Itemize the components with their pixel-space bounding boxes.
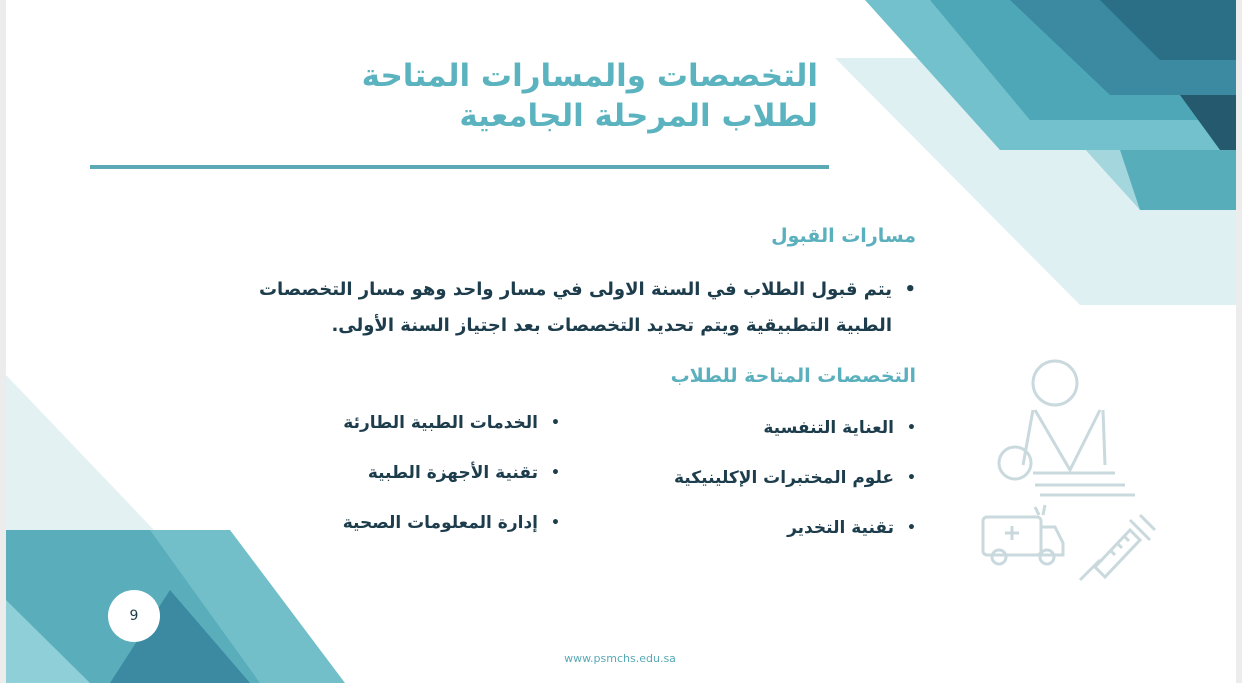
list-item: • إدارة المعلومات الصحية xyxy=(342,513,560,533)
majors-heading: التخصصات المتاحة للطلاب xyxy=(670,365,916,387)
bullet-dot: • xyxy=(904,279,916,300)
list-item: • تقنية الأجهزة الطبية xyxy=(367,463,560,483)
admission-text: يتم قبول الطلاب في السنة الاولى في مسار واحد وهو مسار التخصصات الطبية التطبيقية ويتم تحديد التخصصات بعد اجتياز السنة الأولى. xyxy=(258,279,892,336)
majors-list-right xyxy=(674,415,916,565)
list-item: • العناية التنفسية xyxy=(763,418,916,438)
admission-heading: مسارات القبول xyxy=(771,225,916,247)
page-number: 9 xyxy=(108,590,160,642)
title-divider xyxy=(90,165,829,169)
admission-paragraph xyxy=(216,272,916,344)
medical-icons xyxy=(975,355,1165,585)
cpr-icon xyxy=(999,361,1135,495)
website-link[interactable]: www.psmchs.edu.sa xyxy=(564,652,676,665)
list-item: • علوم المختبرات الإكلينيكية xyxy=(674,468,916,488)
ambulance-icon xyxy=(983,505,1063,564)
title-line-1: التخصصات والمسارات المتاحة xyxy=(361,58,818,94)
slide-title xyxy=(178,56,818,136)
title-line-2: لطلاب المرحلة الجامعية xyxy=(459,98,818,134)
majors-list-left xyxy=(343,410,560,560)
list-item: • تقنية التخدير xyxy=(787,518,916,538)
list-item: • الخدمات الطبية الطارئة xyxy=(343,413,560,433)
syringe-icon xyxy=(1080,515,1155,580)
